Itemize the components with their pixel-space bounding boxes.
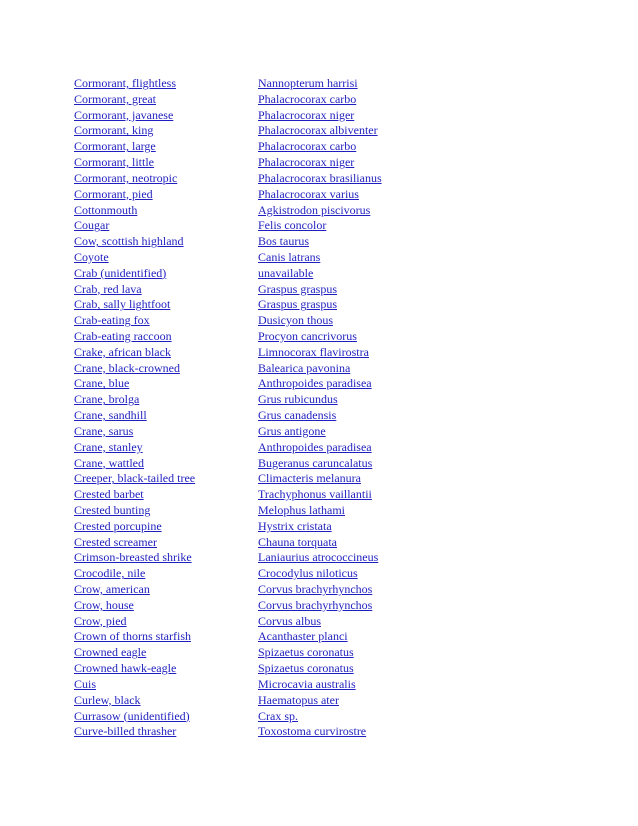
species-table bbox=[74, 76, 594, 740]
table-row bbox=[74, 203, 594, 219]
common-name-link[interactable]: Crimson-breasted shrike bbox=[74, 550, 192, 565]
scientific-name-link[interactable]: Nannopterum harrisi bbox=[258, 76, 358, 90]
scientific-name-link[interactable]: Crocodylus niloticus bbox=[258, 566, 358, 581]
table-row bbox=[74, 440, 594, 456]
common-name-link[interactable]: Crested porcupine bbox=[74, 518, 162, 533]
common-name-link[interactable]: Crab, sally lightfoot bbox=[74, 297, 171, 312]
table-row bbox=[74, 139, 594, 155]
table-row bbox=[74, 661, 594, 677]
table-row bbox=[74, 218, 594, 234]
common-name-link[interactable]: Crane, brolga bbox=[74, 392, 140, 407]
table-row bbox=[74, 456, 594, 472]
scientific-name-link[interactable]: Limnocorax flavirostra bbox=[258, 344, 369, 359]
scientific-name-link[interactable]: Corvus brachyrhynchos bbox=[258, 597, 373, 612]
common-name-link[interactable]: Crane, black-crowned bbox=[74, 360, 180, 375]
scientific-name-link[interactable]: Hystrix cristata bbox=[258, 518, 332, 533]
common-name-link[interactable]: Crested bunting bbox=[74, 502, 151, 517]
scientific-name-link[interactable]: Climacteris melanura bbox=[258, 471, 361, 486]
table-row bbox=[74, 250, 594, 266]
scientific-name-link[interactable]: Corvus brachyrhynchos bbox=[258, 582, 373, 596]
table-row bbox=[74, 535, 594, 551]
table-row bbox=[74, 566, 594, 582]
table-row bbox=[74, 503, 594, 519]
common-name-link[interactable]: Crested barbet bbox=[74, 487, 144, 502]
common-name-link[interactable]: Crown of thorns starfish bbox=[74, 629, 191, 644]
table-row bbox=[74, 234, 594, 250]
scientific-name-link[interactable]: Anthropoides paradisea bbox=[258, 376, 372, 391]
scientific-name-link[interactable]: Balearica pavonina bbox=[258, 360, 351, 375]
common-name-link[interactable]: Crow, pied bbox=[74, 613, 127, 628]
common-name-link[interactable]: Crane, stanley bbox=[74, 439, 143, 454]
table-row bbox=[74, 614, 594, 630]
table-row bbox=[74, 550, 594, 566]
common-name-link[interactable]: Cormorant, large bbox=[74, 139, 156, 154]
table-row bbox=[74, 282, 594, 298]
table-row bbox=[74, 487, 594, 503]
scientific-name-link[interactable]: Trachyphonus vaillantii bbox=[258, 487, 372, 502]
table-row bbox=[74, 724, 594, 740]
scientific-name-link[interactable]: Procyon cancrivorus bbox=[258, 329, 357, 343]
common-name-link[interactable]: Crab, red lava bbox=[74, 281, 142, 296]
common-name-link[interactable]: Coyote bbox=[74, 249, 109, 264]
scientific-name-link[interactable]: Phalacrocorax albiventer bbox=[258, 123, 378, 138]
scientific-name-link[interactable]: Toxostoma curvirostre bbox=[258, 724, 367, 739]
scientific-name-link[interactable]: Chauna torquata bbox=[258, 534, 337, 549]
table-row bbox=[74, 519, 594, 535]
common-name-link[interactable]: Crocodile, nile bbox=[74, 566, 146, 581]
scientific-name-link[interactable]: Laniaurius atrococcineus bbox=[258, 550, 379, 565]
scientific-name-link[interactable]: Spizaetus coronatus bbox=[258, 645, 354, 660]
common-name-link[interactable]: Cow, scottish highland bbox=[74, 234, 184, 249]
common-name-link[interactable]: Crab-eating fox bbox=[74, 313, 150, 328]
table-row bbox=[74, 376, 594, 392]
table-row bbox=[74, 645, 594, 661]
scientific-name-link[interactable]: Phalacrocorax varius bbox=[258, 186, 359, 201]
common-name-link[interactable]: Curlew, black bbox=[74, 692, 141, 707]
common-name-link[interactable]: Cormorant, flightless bbox=[74, 76, 176, 90]
scientific-name-link[interactable]: Phalacrocorax niger bbox=[258, 107, 355, 122]
table-row bbox=[74, 345, 594, 361]
common-name-link[interactable]: Cormorant, pied bbox=[74, 186, 153, 201]
common-name-link[interactable]: Crane, wattled bbox=[74, 455, 144, 470]
common-name-link[interactable]: Cottonmouth bbox=[74, 202, 138, 217]
common-name-link[interactable]: Creeper, black-tailed tree bbox=[74, 471, 196, 486]
common-name-link[interactable]: Cougar bbox=[74, 218, 110, 233]
scientific-name-link[interactable]: Phalacrocorax niger bbox=[258, 155, 355, 170]
table-row bbox=[74, 329, 594, 345]
scientific-name-link[interactable]: Dusicyon thous bbox=[258, 313, 333, 328]
table-row bbox=[74, 76, 594, 92]
scientific-name-link[interactable]: Acanthaster planci bbox=[258, 629, 348, 644]
common-name-link[interactable]: Crane, blue bbox=[74, 376, 130, 391]
common-name-link[interactable]: Crested screamer bbox=[74, 534, 157, 549]
scientific-name-link[interactable]: Canis latrans bbox=[258, 249, 321, 264]
scientific-name-link[interactable]: Phalacrocorax brasilianus bbox=[258, 170, 382, 185]
common-name-link[interactable]: Crowned eagle bbox=[74, 645, 147, 660]
common-name-link[interactable]: Crake, african black bbox=[74, 344, 171, 359]
scientific-name-link[interactable]: Microcavia australis bbox=[258, 676, 356, 691]
common-name-link[interactable]: Crab (unidentified) bbox=[74, 265, 167, 280]
common-name-link[interactable]: Crow, house bbox=[74, 597, 134, 612]
common-name-link[interactable]: Cormorant, javanese bbox=[74, 107, 174, 122]
scientific-name-link[interactable]: Grus antigone bbox=[258, 423, 326, 438]
table-row bbox=[74, 598, 594, 614]
table-row bbox=[74, 471, 594, 487]
table-row bbox=[74, 582, 594, 598]
table-row bbox=[74, 171, 594, 187]
scientific-name-link[interactable]: Melophus lathami bbox=[258, 502, 345, 517]
scientific-name-link[interactable]: Bugeranus caruncalatus bbox=[258, 455, 373, 470]
table-row bbox=[74, 361, 594, 377]
table-row bbox=[74, 187, 594, 203]
scientific-name-link[interactable]: Phalacrocorax carbo bbox=[258, 139, 357, 154]
common-name-link[interactable]: Crane, sandhill bbox=[74, 408, 147, 423]
scientific-name-link[interactable]: unavailable bbox=[258, 265, 314, 280]
common-name-link[interactable]: Cormorant, little bbox=[74, 155, 154, 170]
common-name-link[interactable]: Crowned hawk-eagle bbox=[74, 661, 177, 676]
common-name-link[interactable]: Currasow (unidentified) bbox=[74, 708, 190, 723]
table-row bbox=[74, 92, 594, 108]
table-row bbox=[74, 629, 594, 645]
scientific-name-link[interactable]: Bos taurus bbox=[258, 234, 309, 249]
scientific-name-link[interactable]: Grus rubicundus bbox=[258, 392, 338, 407]
scientific-name-link[interactable]: Graspus graspus bbox=[258, 281, 337, 296]
common-name-link[interactable]: Curve-billed thrasher bbox=[74, 724, 177, 739]
table-row bbox=[74, 297, 594, 313]
table-row bbox=[74, 266, 594, 282]
table-row bbox=[74, 155, 594, 171]
common-name-link[interactable]: Cormorant, great bbox=[74, 91, 156, 106]
table-row bbox=[74, 424, 594, 440]
table-row bbox=[74, 123, 594, 139]
scientific-name-link[interactable]: Spizaetus coronatus bbox=[258, 661, 354, 676]
table-row bbox=[74, 392, 594, 408]
table-row bbox=[74, 108, 594, 124]
common-name-link[interactable]: Cuis bbox=[74, 676, 97, 691]
scientific-name-link[interactable]: Felis concolor bbox=[258, 218, 327, 233]
common-name-link[interactable]: Cormorant, king bbox=[74, 123, 154, 138]
scientific-name-link[interactable]: Haematopus ater bbox=[258, 692, 339, 707]
common-name-link[interactable]: Crane, sarus bbox=[74, 423, 134, 438]
table-row bbox=[74, 693, 594, 709]
common-name-link[interactable]: Crow, american bbox=[74, 582, 150, 596]
scientific-name-link[interactable]: Graspus graspus bbox=[258, 297, 337, 312]
common-name-link[interactable]: Crab-eating raccoon bbox=[74, 329, 172, 343]
scientific-name-link[interactable]: Grus canadensis bbox=[258, 408, 337, 423]
common-name-link[interactable]: Cormorant, neotropic bbox=[74, 170, 178, 185]
scientific-name-link[interactable]: Anthropoides paradisea bbox=[258, 439, 372, 454]
scientific-name-link[interactable]: Agkistrodon piscivorus bbox=[258, 202, 371, 217]
scientific-name-link[interactable]: Corvus albus bbox=[258, 613, 321, 628]
table-row bbox=[74, 677, 594, 693]
scientific-name-link[interactable]: Phalacrocorax carbo bbox=[258, 91, 357, 106]
table-row bbox=[74, 313, 594, 329]
table-row bbox=[74, 709, 594, 725]
table-row bbox=[74, 408, 594, 424]
scientific-name-link[interactable]: Crax sp. bbox=[258, 708, 298, 723]
